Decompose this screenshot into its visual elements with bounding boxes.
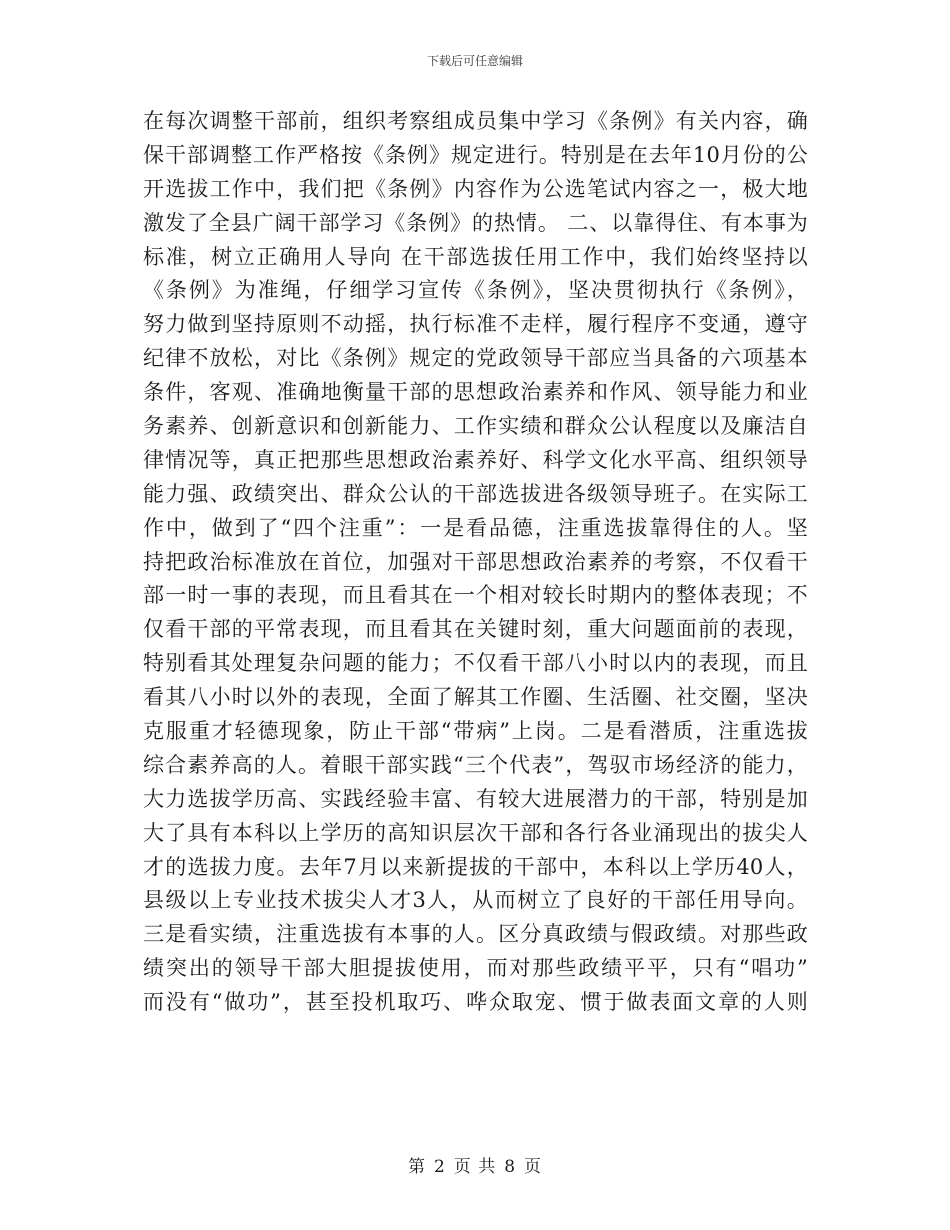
document-body: [143, 105, 808, 1020]
body-line: 激发了全县广阔干部学习《条例》的热情。 二、以靠得住、有本事为: [143, 210, 808, 235]
body-line: 开选拔工作中，我们把《条例》内容作为公选笔试内容之一，极大地: [143, 176, 808, 201]
body-line: 仅看干部的平常表现，而且看其在关键时刻，重大问题面前的表现，: [143, 617, 808, 642]
body-line: 条件，客观、准确地衡量干部的思想政治素养和作风、领导能力和业: [143, 380, 808, 405]
body-line: 标准，树立正确用人导向 在干部选拔任用工作中，我们始终坚持以: [143, 244, 808, 269]
body-line: 能力强、政绩突出、群众公认的干部选拔进各级领导班子。在实际工: [143, 481, 808, 506]
page-header-note: 下载后可任意编辑: [426, 54, 523, 68]
body-line: 综合素养高的人。着眼干部实践“三个代表”，驾驭市场经济的能力，: [143, 752, 808, 777]
body-line: 律情况等，真正把那些思想政治素养好、科学文化水平高、组织领导: [143, 447, 808, 472]
total-pages-number: 8: [504, 1157, 517, 1177]
body-line: 努力做到坚持原则不动摇，执行标准不走样，履行程序不变通，遵守: [143, 312, 808, 337]
body-line: 特别看其处理复杂问题的能力；不仅看干部八小时以内的表现，而且: [143, 651, 808, 676]
body-line: 纪律不放松，对比《条例》规定的党政领导干部应当具备的六项基本: [143, 346, 808, 371]
body-line: 务素养、创新意识和创新能力、工作实绩和群众公认程度以及廉洁自: [143, 414, 808, 439]
footer-middle: 页 共: [453, 1157, 497, 1177]
footer-prefix: 第: [407, 1157, 426, 1177]
body-line: 县级以上专业技术拔尖人才3人，从而树立了良好的干部任用导向。: [143, 888, 808, 913]
body-line: 保干部调整工作严格按《条例》规定进行。特别是在去年10月份的公: [143, 142, 808, 167]
body-line: 部一时一事的表现，而且看其在一个相对较长时期内的整体表现；不: [143, 583, 808, 608]
body-line: 绩突出的领导干部大胆提拔使用，而对那些政绩平平，只有“唱功”: [143, 956, 808, 981]
body-line: 持把政治标准放在首位，加强对干部思想政治素养的考察，不仅看干: [143, 549, 808, 574]
body-line: 三是看实绩，注重选拔有本事的人。区分真政绩与假政绩。对那些政: [143, 922, 808, 947]
body-line: 才的选拔力度。去年7月以来新提拔的干部中，本科以上学历40人，: [143, 854, 808, 879]
body-line: 作中，做到了“四个注重”：一是看品德，注重选拔靠得住的人。坚: [143, 515, 808, 540]
current-page-number: 2: [433, 1157, 446, 1177]
body-line: 克服重才轻德现象，防止干部“带病”上岗。二是看潜质，注重选拔: [143, 719, 808, 744]
body-line: 在每次调整干部前，组织考察组成员集中学习《条例》有关内容，确: [143, 109, 808, 133]
body-line: 而没有“做功”，甚至投机取巧、哗众取宠、惯于做表面文章的人则: [143, 990, 808, 1015]
page-footer: [0, 1152, 950, 1177]
body-line: 大力选拔学历高、实践经验丰富、有较大进展潜力的干部，特别是加: [143, 786, 808, 811]
body-line: 《条例》为准绳，仔细学习宣传《条例》，坚决贯彻执行《条例》，: [143, 278, 808, 303]
body-line: 大了具有本科以上学历的高知识层次干部和各行各业涌现出的拔尖人: [143, 820, 808, 845]
body-line: 看其八小时以外的表现，全面了解其工作圈、生活圈、社交圈，坚决: [143, 685, 808, 710]
footer-suffix: 页: [524, 1157, 543, 1177]
